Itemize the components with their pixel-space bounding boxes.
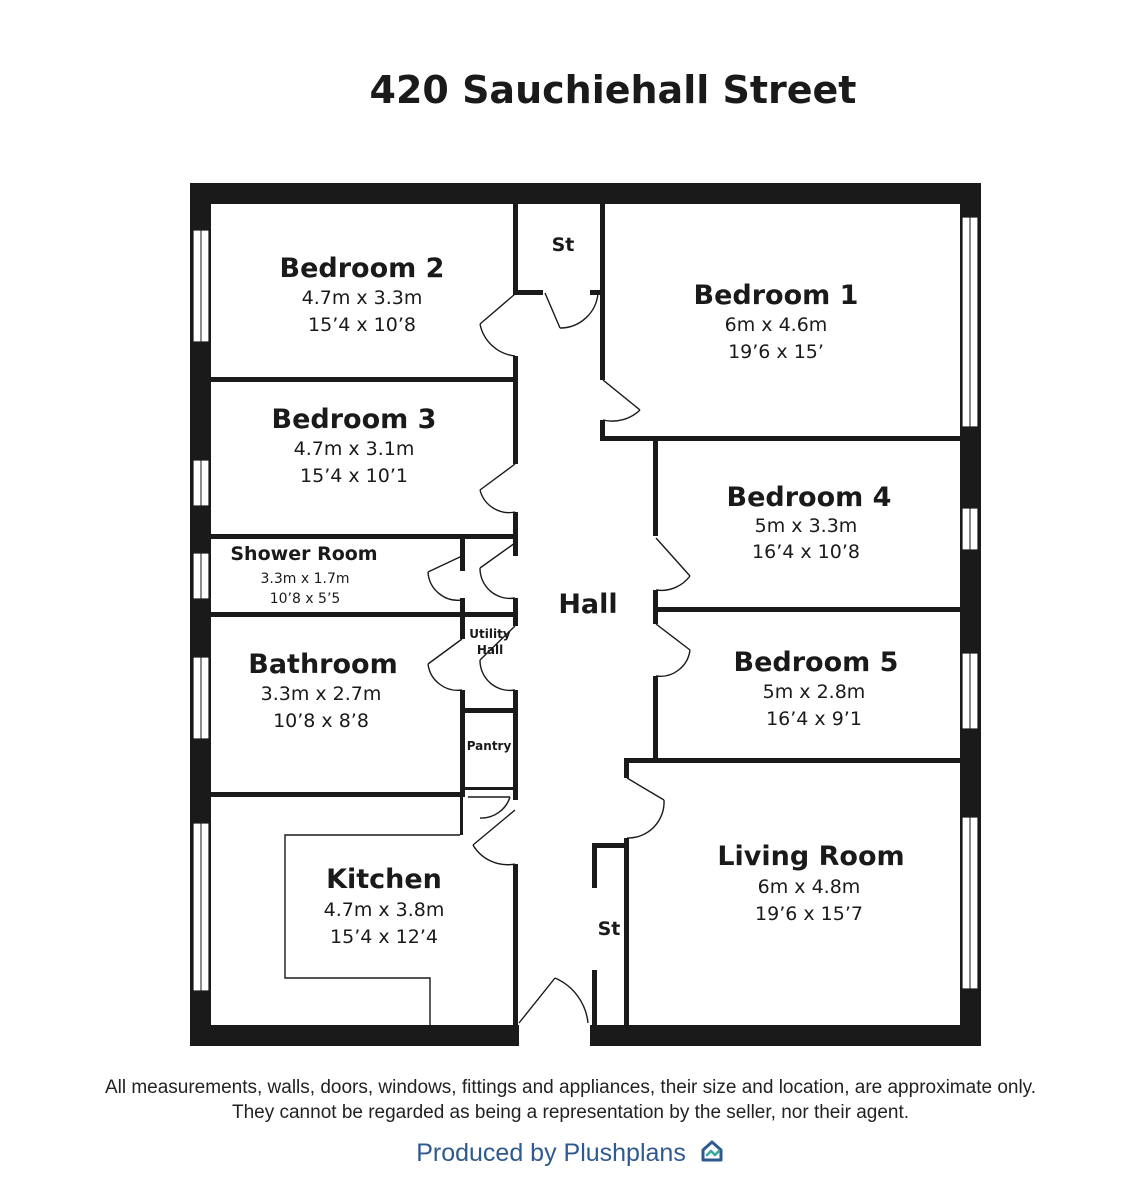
doors — [428, 293, 690, 1023]
room-name: St — [551, 234, 575, 256]
window-shower-room — [193, 553, 209, 599]
window-bedroom-2 — [193, 230, 209, 342]
door-shower-room — [428, 556, 462, 600]
room-size-imperial: 16’4 x 10’8 — [752, 541, 860, 563]
room-name: Bedroom 2 — [279, 253, 445, 284]
credit — [0, 1138, 1141, 1168]
room-pantry — [467, 739, 512, 753]
room-name-line-2: Hall — [476, 643, 504, 657]
room-name-line-1: Utility — [469, 627, 511, 641]
room-size-imperial: 15’4 x 12’4 — [330, 926, 438, 948]
door-entrance — [519, 978, 588, 1023]
room-living-room — [717, 841, 904, 925]
door-living-room — [627, 778, 664, 838]
room-size-metric: 5m x 3.3m — [754, 515, 858, 537]
window-bedroom-3 — [193, 460, 209, 506]
disclaimer-line-2: They cannot be regarded as being a representation by the seller, nor their agent. — [231, 1102, 910, 1123]
room-utility-hall — [469, 627, 511, 657]
room-size-metric: 6m x 4.6m — [724, 314, 828, 336]
room-hall — [558, 589, 617, 620]
room-name: Hall — [558, 589, 618, 620]
door-pantry — [468, 797, 510, 818]
door-shower-hall — [480, 543, 515, 598]
door-bedroom-4 — [656, 538, 690, 590]
room-name: Bathroom — [248, 649, 398, 680]
room-shower-room — [230, 543, 377, 607]
door-bathroom — [428, 639, 462, 690]
room-name: St — [597, 918, 621, 940]
room-size-metric: 4.7m x 3.3m — [301, 287, 423, 309]
door-kitchen — [473, 810, 515, 865]
room-size-metric: 3.3m x 2.7m — [260, 683, 382, 705]
room-store-top — [552, 234, 575, 256]
room-bedroom-5 — [734, 647, 899, 730]
room-name: Shower Room — [230, 543, 378, 565]
room-bedroom-1 — [694, 280, 859, 363]
window-bedroom-4 — [962, 508, 978, 550]
window-living-room — [962, 817, 978, 989]
room-size-imperial: 16’4 x 9’1 — [766, 708, 862, 730]
room-size-metric: 3.3m x 1.7m — [260, 571, 350, 587]
room-bedroom-3 — [272, 404, 437, 487]
room-kitchen — [324, 864, 445, 948]
room-name: Bedroom 1 — [693, 280, 859, 311]
credit-text: Produced by Plushplans — [416, 1139, 686, 1167]
room-size-metric: 5m x 2.8m — [762, 681, 866, 703]
room-name: Bedroom 3 — [271, 404, 437, 435]
window-bedroom-5 — [962, 653, 978, 729]
room-size-imperial: 15’4 x 10’8 — [308, 314, 416, 336]
room-size-imperial: 10’8 x 8’8 — [273, 710, 369, 732]
door-bedroom-2 — [480, 294, 515, 356]
room-name: Living Room — [717, 841, 905, 872]
room-size-imperial: 19’6 x 15’7 — [755, 903, 863, 925]
page-title: 420 Sauchiehall Street — [369, 68, 857, 112]
room-bathroom — [248, 649, 397, 732]
door-bedroom-5 — [656, 624, 690, 676]
room-size-imperial: 19’6 x 15’ — [728, 341, 824, 363]
room-size-imperial: 15’4 x 10’1 — [300, 465, 408, 487]
room-name: Bedroom 4 — [726, 482, 892, 513]
window-bedroom-1 — [962, 217, 978, 427]
disclaimer-line-1: All measurements, walls, doors, windows, fittings and appliances, their size and location, are approximate only. — [104, 1077, 1037, 1098]
room-store-bottom — [598, 918, 621, 940]
room-size-metric: 4.7m x 3.1m — [293, 438, 415, 460]
house-logo-icon — [699, 1138, 725, 1164]
door-bedroom-1 — [603, 380, 640, 421]
door-store-top — [545, 293, 598, 328]
room-name: Bedroom 5 — [733, 647, 899, 678]
window-bathroom — [193, 657, 209, 739]
room-size-metric: 6m x 4.8m — [757, 876, 861, 898]
room-bedroom-2 — [280, 253, 445, 336]
window-kitchen — [193, 823, 209, 991]
door-bedroom-3 — [480, 464, 515, 513]
room-name: Pantry — [466, 739, 512, 753]
room-size-imperial: 10’8 x 5’5 — [269, 591, 341, 607]
room-name: Kitchen — [326, 864, 442, 895]
room-size-metric: 4.7m x 3.8m — [323, 899, 445, 921]
room-bedroom-4 — [727, 482, 892, 563]
